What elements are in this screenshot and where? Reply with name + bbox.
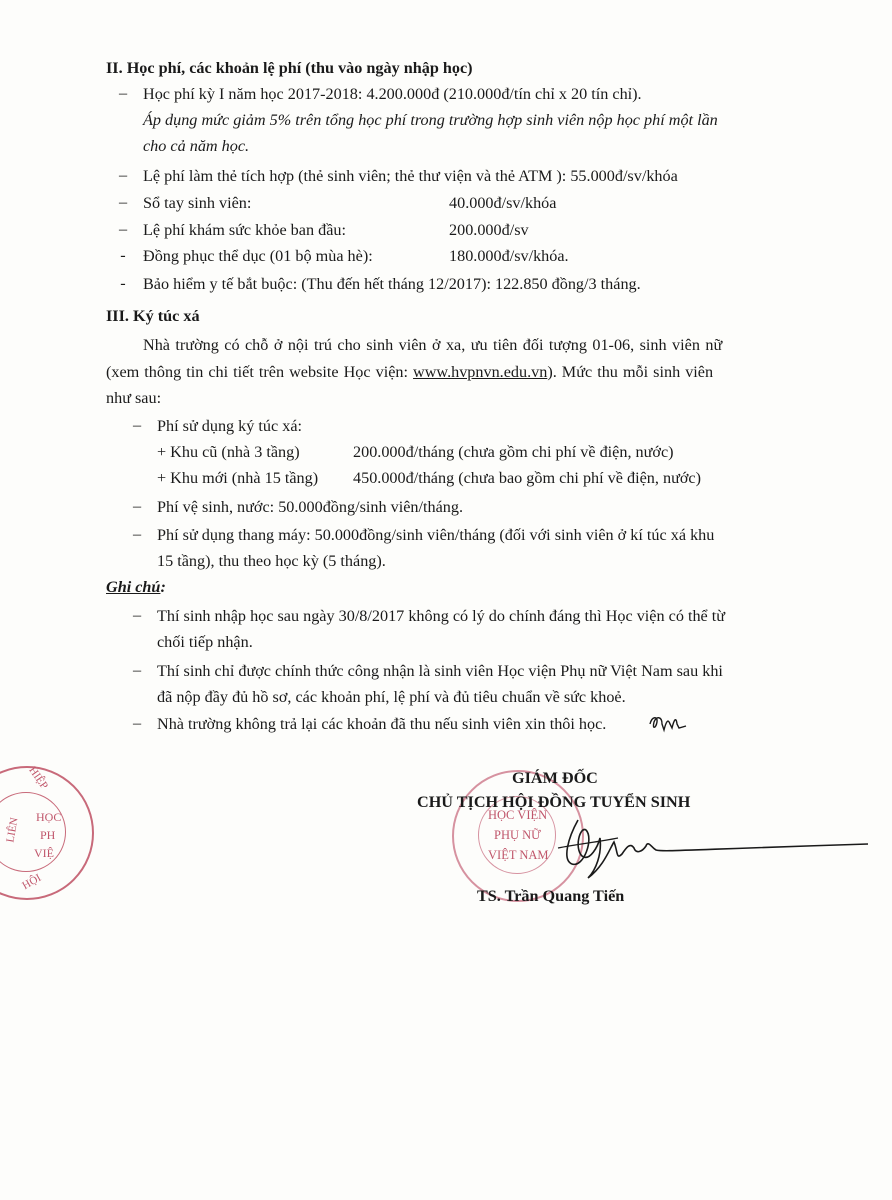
left-stamp-ring-bottom: HỘI <box>20 871 44 893</box>
left-stamp-ring-side: LIÊN <box>4 816 21 844</box>
dorm-old-area-label: + Khu cũ (nhà 3 tầng) <box>157 443 300 461</box>
notes-heading-colon: : <box>160 578 166 596</box>
section-3-heading: III. Ký túc xá <box>106 307 200 325</box>
note-3: Nhà trường không trả lại các khoản đã thu nếu sinh viên xin thôi học. <box>157 715 607 733</box>
list-marker: – <box>118 84 128 102</box>
left-stamp-line-2: PH <box>40 828 56 842</box>
list-marker: – <box>132 606 142 624</box>
dorm-elevator-fee-line-2: 15 tầng), thu theo học kỳ (5 tháng). <box>157 552 386 570</box>
list-marker: – <box>132 714 142 732</box>
signature-title-1: GIÁM ĐỐC <box>512 769 598 787</box>
handwritten-signature <box>538 808 868 888</box>
dorm-hygiene-fee: Phí vệ sinh, nước: 50.000đồng/sinh viên/tháng. <box>157 498 463 516</box>
fee-item-card-text: Lệ phí làm thẻ tích hợp (thẻ sinh viên; thẻ thư viện và thẻ ATM ): 55.000đ/sv/khóa <box>143 167 678 185</box>
dorm-new-area-label: + Khu mới (nhà 15 tầng) <box>157 469 319 487</box>
fee-item-handbook-value: 40.000đ/sv/khóa <box>449 194 557 212</box>
fee-item-health-check-label: Lệ phí khám sức khỏe ban đầu: <box>143 221 346 239</box>
dorm-paragraph-line-1: Nhà trường có chỗ ở nội trú cho sinh viên ở xa, ưu tiên đối tượng 01-06, sinh viên nữ <box>143 336 723 354</box>
right-stamp-line-2: PHỤ NỮ <box>494 828 541 842</box>
dorm-fee-title: Phí sử dụng ký túc xá: <box>157 417 303 435</box>
left-stamp-line-3: VIỆ <box>34 846 54 860</box>
initials-mark <box>646 710 690 736</box>
note-1-line-1: Thí sinh nhập học sau ngày 30/8/2017 không có lý do chính đáng thì Học viện có thể từ <box>157 607 726 625</box>
dorm-paragraph-line-2-pre: (xem thông tin chi tiết trên website Học viện: <box>106 363 414 381</box>
fee-item-health-check-value: 200.000đ/sv <box>449 221 529 239</box>
notes-heading-text: Ghi chú <box>106 578 161 596</box>
section-2-heading: II. Học phí, các khoản lệ phí (thu vào ngày nhập học) <box>106 59 473 77</box>
list-marker: – <box>132 525 142 543</box>
list-marker: – <box>132 661 142 679</box>
right-stamp-line-3: VIỆT NAM <box>488 848 549 862</box>
fee-item-tuition-text: Học phí kỳ I năm học 2017-2018: 4.200.000đ (210.000đ/tín chỉ x 20 tín chỉ). <box>143 85 642 103</box>
list-marker: – <box>118 193 128 211</box>
note-1-line-2: chối tiếp nhận. <box>157 633 253 651</box>
list-marker: – <box>132 416 142 434</box>
discount-note-line-2: cho cả năm học. <box>143 137 250 155</box>
left-stamp-ring-top: HIỆP <box>26 764 51 792</box>
note-2-line-1: Thí sinh chỉ được chính thức công nhận là sinh viên Học viện Phụ nữ Việt Nam sau khi <box>157 662 723 680</box>
note-2-line-2: đã nộp đầy đủ hồ sơ, các khoản phí, lệ phí và đủ tiêu chuẩn về sức khoẻ. <box>157 688 626 706</box>
left-stamp <box>0 766 94 900</box>
discount-note-line-1: Áp dụng mức giảm 5% trên tổng học phí trong trường hợp sinh viên nộp học phí một lần <box>143 111 718 129</box>
list-marker: - <box>120 246 126 264</box>
signature-title-2: CHỦ TỊCH HỘI ĐỒNG TUYỂN SINH <box>417 793 691 811</box>
notes-heading <box>106 577 166 597</box>
fee-item-handbook-label: Sổ tay sinh viên: <box>143 194 252 212</box>
list-marker: – <box>132 497 142 515</box>
signer-name: TS. Trần Quang Tiến <box>477 887 625 905</box>
fee-item-insurance-text: Bảo hiểm y tế bắt buộc: (Thu đến hết tháng 12/2017): 122.850 đồng/3 tháng. <box>143 275 641 293</box>
left-stamp-line-1: HỌC <box>36 810 62 824</box>
list-marker: – <box>118 166 128 184</box>
fee-item-uniform-label: Đồng phục thể dục (01 bộ mùa hè): <box>143 247 373 265</box>
website-link[interactable]: www.hvpnvn.edu.vn <box>413 363 548 381</box>
right-stamp-line-1: HỌC VIỆN <box>488 808 548 822</box>
dorm-paragraph-line-3: như sau: <box>106 389 162 407</box>
fee-item-uniform-value: 180.000đ/sv/khóa. <box>449 247 569 265</box>
dorm-paragraph-line-2 <box>106 362 713 382</box>
dorm-new-area-value: 450.000đ/tháng (chưa bao gồm chi phí về điện, nước) <box>353 469 701 487</box>
dorm-old-area-value: 200.000đ/tháng (chưa gồm chi phí về điện, nước) <box>353 443 674 461</box>
list-marker: - <box>120 274 126 292</box>
dorm-paragraph-line-2-post: ). Mức thu mỗi sinh viên <box>547 363 714 381</box>
dorm-elevator-fee-line-1: Phí sử dụng thang máy: 50.000đồng/sinh viên/tháng (đối với sinh viên ở kí túc xá khu <box>157 526 715 544</box>
list-marker: – <box>118 220 128 238</box>
